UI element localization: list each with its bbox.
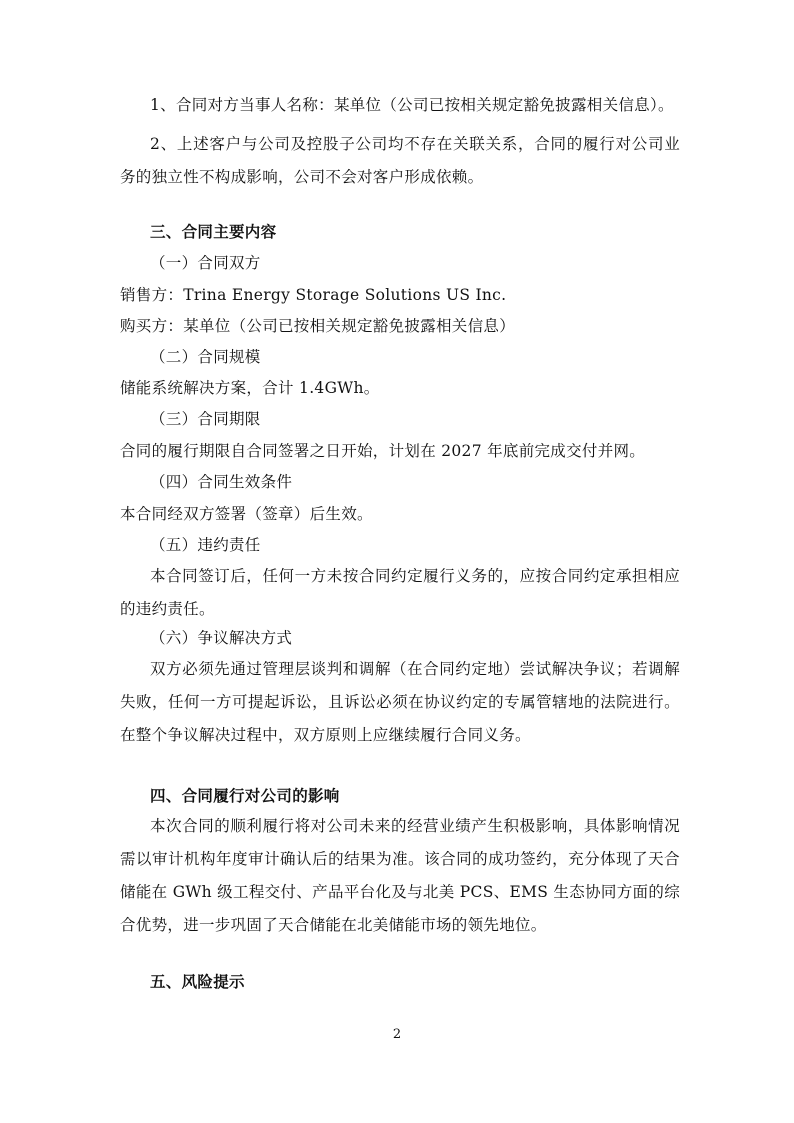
- section-4-heading: 四、合同履行对公司的影响: [150, 787, 340, 805]
- subsection-dispute-title: （六）争议解决方式: [150, 629, 293, 647]
- subsection-effect-title: （四）合同生效条件: [150, 473, 293, 491]
- section-5-heading: 五、风险提示: [150, 973, 245, 991]
- section-3-heading: 三、合同主要内容: [150, 223, 277, 241]
- buyer-line: 购买方：某单位（公司已按相关规定豁免披露相关信息）: [120, 317, 516, 335]
- counterparty-name-item: 1、合同对方当事人名称：某单位（公司已按相关规定豁免披露相关信息）。: [150, 96, 674, 114]
- page-number: 2: [392, 1027, 402, 1042]
- seller-line: 销售方：Trina Energy Storage Solutions US Inc.: [120, 286, 507, 304]
- subsection-scale-title: （二）合同规模: [150, 348, 261, 366]
- subsection-term-title: （三）合同期限: [150, 410, 261, 428]
- subsection-parties-title: （一）合同双方: [150, 254, 261, 272]
- dispute-paragraph: 双方必须先通过管理层谈判和调解（在合同约定地）尝试解决争议；若调解失败，任何一方可提起诉讼，且诉讼必须在协议约定的专属管辖地的法院进行。在整个争议解决过程中，双方原则上应继续履行合同义务。: [120, 660, 680, 744]
- term-line: 合同的履行期限自合同签署之日开始，计划在 2027 年底前完成交付并网。: [120, 442, 646, 460]
- liability-paragraph: 本合同签订后，任何一方未按合同约定履行义务的，应按合同约定承担相应的违约责任。: [120, 567, 680, 618]
- effect-line: 本合同经双方签署（签章）后生效。: [120, 505, 373, 523]
- impact-paragraph: 本次合同的顺利履行将对公司未来的经营业绩产生积极影响，具体影响情况需以审计机构年度审计确认后的结果为准。该合同的成功签约，充分体现了天合储能在 GWh 级工程交付、产品平台化及与北美 PCS、EMS 生态协同方面的综合优势，进一步巩固了天合储能在北美储能市场的领先地位。: [120, 817, 680, 934]
- subsection-liability-title: （五）违约责任: [150, 536, 261, 554]
- scale-line: 储能系统解决方案，合计 1.4GWh。: [120, 379, 380, 397]
- no-related-party-item: 2、上述客户与公司及控股子公司均不存在关联关系，合同的履行对公司业务的独立性不构成影响，公司不会对客户形成依赖。: [120, 135, 680, 186]
